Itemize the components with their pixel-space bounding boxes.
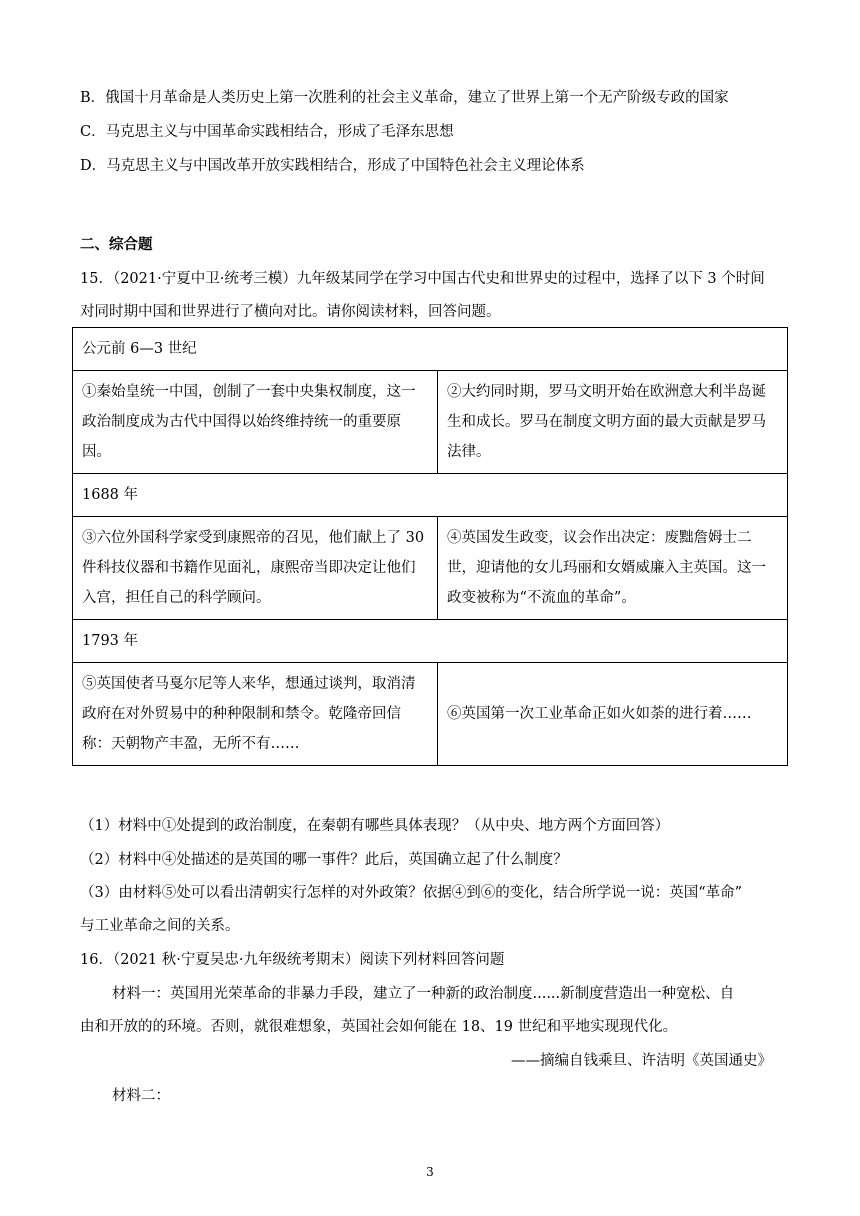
material-1-line2: 由和开放的的环境。否则，就很难想象，英国社会如何能在 18、19 世纪和平地实现现代化。 — [80, 1019, 678, 1035]
question-15-stem-line2: 对同时期中国和世界进行了横向对比。请你阅读材料，回答问题。 — [80, 304, 501, 320]
period-header: 公元前 6—3 世纪 — [73, 328, 788, 371]
page-number: 3 — [426, 1165, 434, 1179]
table-cell-china: ③六位外国科学家受到康熙帝的召见，他们献上了 30 件科技仪器和书籍作见面礼，康熙帝当即决定让他们入宫，担任自己的科学顾问。 — [73, 517, 438, 620]
table-cell-world: ⑥英国第一次工业革命正如火如荼的进行着…… — [438, 663, 788, 766]
comparison-table — [72, 327, 788, 766]
material-1-line1: 材料一：英国用光荣革命的非暴力手段，建立了一种新的政治制度......新制度营造出一种宽松、自 — [112, 986, 735, 1002]
period-header: 1688 年 — [73, 474, 788, 517]
table-cell-world: ②大约同时期，罗马文明开始在欧洲意大利半岛诞生和成长。罗马在制度文明方面的最大贡献是罗马法律。 — [438, 371, 788, 474]
section-title: 二、综合题 — [80, 236, 153, 253]
option-c: C．马克思主义与中国革命实践相结合，形成了毛泽东思想 — [80, 124, 454, 140]
table-row — [73, 663, 788, 766]
question-15-sub1: （1）材料中①处提到的政治制度，在秦朝有哪些具体表现？（从中央、地方两个方面回答） — [80, 818, 670, 834]
option-b: B．俄国十月革命是人类历史上第一次胜利的社会主义革命，建立了世界上第一个无产阶级专政的国家 — [80, 90, 729, 106]
question-16-title: 16．（2021 秋·宁夏吴忠·九年级统考期末）阅读下列材料回答问题 — [80, 952, 505, 968]
material-1-source: ——摘编自钱乘旦、许洁明《英国通史》 — [511, 1053, 772, 1069]
question-15-sub2: （2）材料中④处描述的是英国的哪一事件？此后，英国确立起了什么制度？ — [80, 852, 568, 868]
table-cell-china: ⑤英国使者马戛尔尼等人来华，想通过谈判，取消清政府在对外贸易中的种种限制和禁令。乾隆帝回信称：天朝物产丰盈，无所不有…… — [73, 663, 438, 766]
question-15-sub3-line2: 与工业革命之间的关系。 — [80, 918, 240, 934]
table-row — [73, 620, 788, 663]
table-row — [73, 371, 788, 474]
material-2-label: 材料二： — [112, 1088, 170, 1104]
option-d: D．马克思主义与中国改革开放实践相结合，形成了中国特色社会主义理论体系 — [80, 158, 585, 174]
table-row — [73, 517, 788, 620]
table-row — [73, 474, 788, 517]
table-cell-china: ①秦始皇统一中国，创制了一套中央集权制度，这一政治制度成为古代中国得以始终维持统一的重要原因。 — [73, 371, 438, 474]
question-15-sub3-line1: （3）由材料⑤处可以看出清朝实行怎样的对外政策？依据④到⑥的变化，结合所学说一说：英国“革命” — [80, 885, 743, 901]
table-row — [73, 328, 788, 371]
question-15-stem-line1: 15．（2021·宁夏中卫·统考三模）九年级某同学在学习中国古代史和世界史的过程中，选择了以下 3 个时间 — [80, 271, 765, 287]
table-cell-world: ④英国发生政变，议会作出决定：废黜詹姆士二世，迎请他的女儿玛丽和女婿威廉入主英国。这一政变被称为“不流血的革命”。 — [438, 517, 788, 620]
period-header: 1793 年 — [73, 620, 788, 663]
